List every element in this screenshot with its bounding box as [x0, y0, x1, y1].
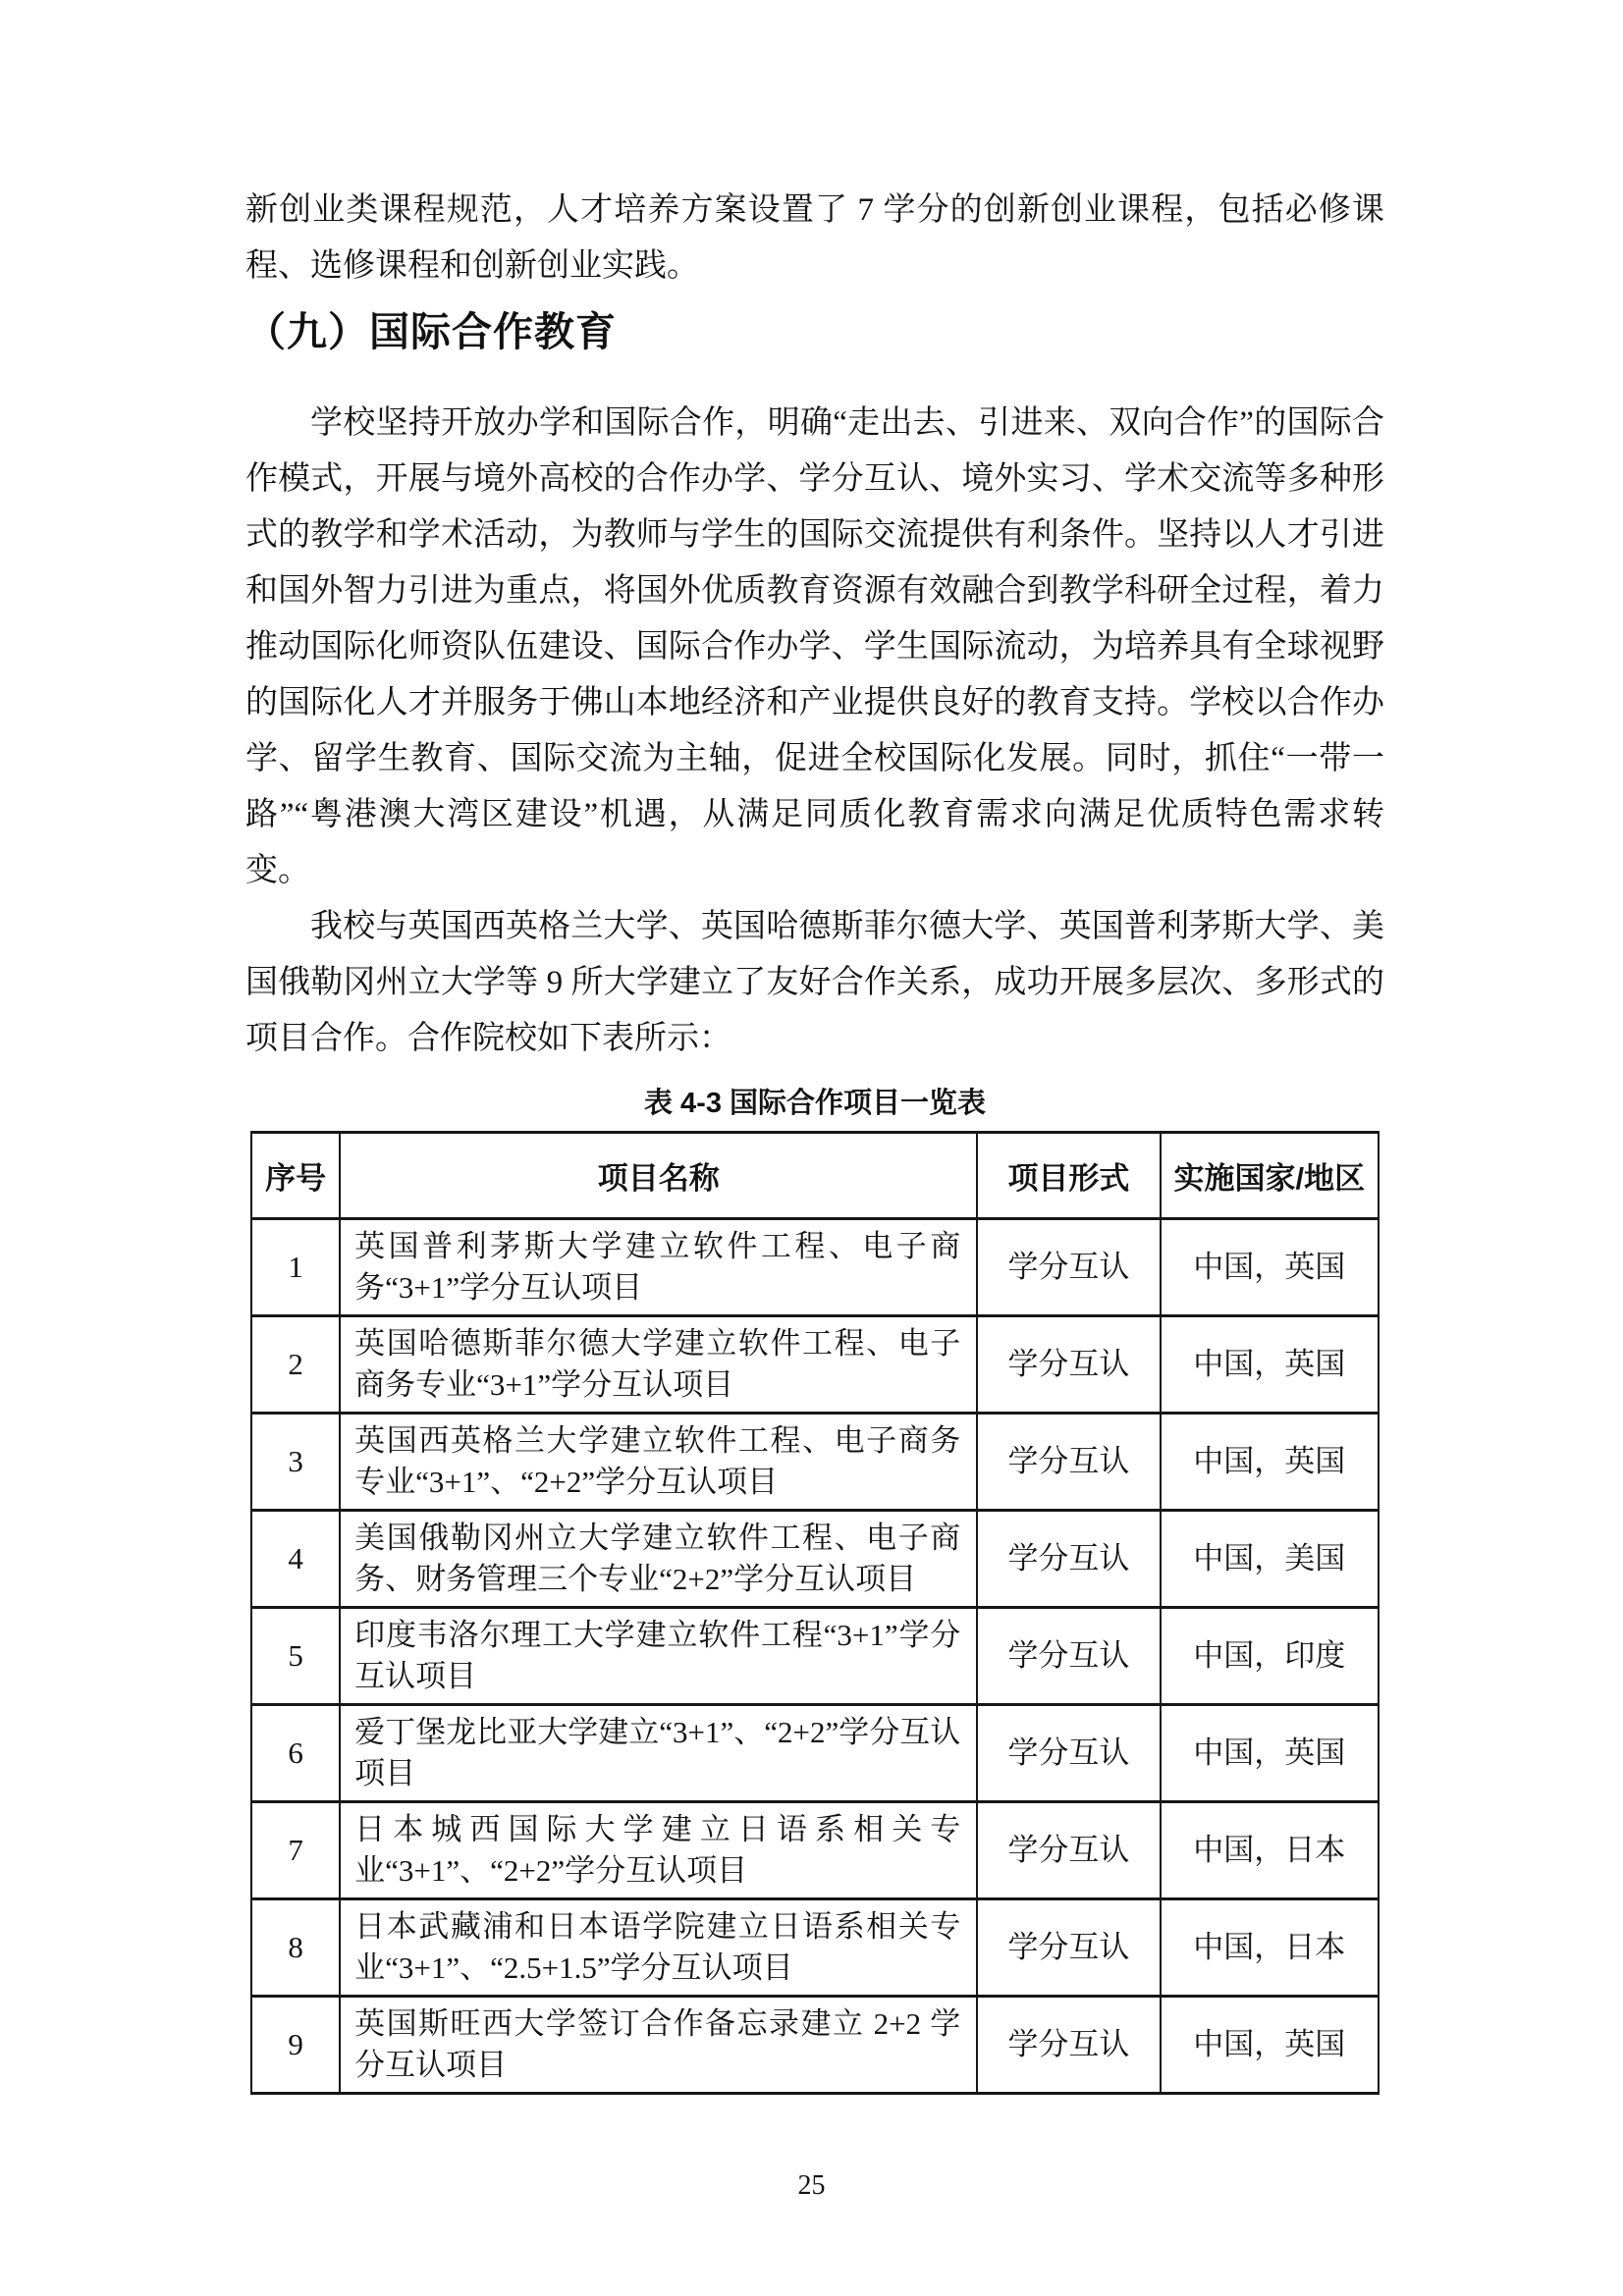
- cell-project-name: 英国哈德斯菲尔德大学建立软件工程、电子商务专业“3+1”学分互认项目: [340, 1316, 977, 1414]
- cell-project-name: 爱丁堡龙比亚大学建立“3+1”、“2+2”学分互认项目: [340, 1705, 977, 1802]
- table-row: [251, 1219, 1379, 1316]
- cell-implementing-region: 中国，美国: [1161, 1511, 1379, 1608]
- paragraph-partner-universities: 我校与英国西英格兰大学、英国哈德斯菲尔德大学、英国普利茅斯大学、美国俄勒冈州立大学等 9 所大学建立了友好合作关系，成功开展多层次、多形式的项目合作。合作院校如下表所示：: [245, 909, 1384, 1057]
- cell-project-form: 学分互认: [977, 1997, 1160, 2094]
- table-row: [251, 1997, 1379, 2094]
- cell-project-name: 日本城西国际大学建立日语系相关专业“3+1”、“2+2”学分互认项目: [340, 1802, 977, 1899]
- row-number: 7: [251, 1802, 340, 1899]
- cell-project-form: 学分互认: [977, 1316, 1160, 1414]
- cell-project-name: 英国西英格兰大学建立软件工程、电子商务专业“3+1”、“2+2”学分互认项目: [340, 1414, 977, 1511]
- table-row: [251, 1316, 1379, 1414]
- row-number: 9: [251, 1997, 340, 2094]
- table-row: [251, 1802, 1379, 1899]
- cell-project-name: 印度韦洛尔理工大学建立软件工程“3+1”学分互认项目: [340, 1608, 977, 1705]
- row-number: 6: [251, 1705, 340, 1802]
- cell-implementing-region: 中国，日本: [1161, 1802, 1379, 1899]
- cell-implementing-region: 中国，英国: [1161, 1219, 1379, 1316]
- cell-project-name: 日本武藏浦和日本语学院建立日语系相关专业“3+1”、“2.5+1.5”学分互认项目: [340, 1899, 977, 1997]
- cell-project-form: 学分互认: [977, 1414, 1160, 1511]
- header-implementing-region: 实施国家/地区: [1161, 1133, 1379, 1219]
- cell-implementing-region: 中国，印度: [1161, 1608, 1379, 1705]
- cell-project-form: 学分互认: [977, 1219, 1160, 1316]
- row-number: 3: [251, 1414, 340, 1511]
- cell-implementing-region: 中国，英国: [1161, 1414, 1379, 1511]
- cell-implementing-region: 中国，英国: [1161, 1997, 1379, 2094]
- table-row: [251, 1511, 1379, 1608]
- cell-project-form: 学分互认: [977, 1608, 1160, 1705]
- table-head: [251, 1133, 1379, 1219]
- cell-project-name: 英国普利茅斯大学建立软件工程、电子商务“3+1”学分互认项目: [340, 1219, 977, 1316]
- table-row: [251, 1414, 1379, 1511]
- cell-project-form: 学分互认: [977, 1899, 1160, 1997]
- header-seq-number: 序号: [251, 1133, 340, 1219]
- cooperation-table-body: [251, 1219, 1379, 2094]
- table-row: [251, 1899, 1379, 1997]
- cell-project-form: 学分互认: [977, 1705, 1160, 1802]
- row-number: 5: [251, 1608, 340, 1705]
- cell-implementing-region: 中国，英国: [1161, 1316, 1379, 1414]
- table-row: [251, 1705, 1379, 1802]
- cell-project-form: 学分互认: [977, 1802, 1160, 1899]
- cell-project-name: 美国俄勒冈州立大学建立软件工程、电子商务、财务管理三个专业“2+2”学分互认项目: [340, 1511, 977, 1608]
- section-heading: （九）国际合作教育: [245, 309, 617, 354]
- header-project-name: 项目名称: [340, 1133, 977, 1219]
- row-number: 8: [251, 1899, 340, 1997]
- cell-implementing-region: 中国，英国: [1161, 1705, 1379, 1802]
- row-number: 1: [251, 1219, 340, 1316]
- page-number: 25: [797, 2170, 826, 2201]
- table-row: [251, 1608, 1379, 1705]
- row-number: 4: [251, 1511, 340, 1608]
- intro-paragraph: 新创业类课程规范，人才培养方案设置了 7 学分的创新创业课程，包括必修课程、选修课程和创新创业实践。: [245, 192, 1384, 284]
- cell-implementing-region: 中国，日本: [1161, 1899, 1379, 1997]
- cell-project-form: 学分互认: [977, 1511, 1160, 1608]
- paragraph-international-cooperation: 学校坚持开放办学和国际合作，明确“走出去、引进来、双向合作”的国际合作模式，开展与境外高校的合作办学、学分互认、境外实习、学术交流等多种形式的教学和学术活动，为教师与学生的国际交流提供有利条件。坚持以人才引进和国外智力引进为重点，将国外优质教育资源有效融合到教学科研全过程，着力推动国际化师资队伍建设、国际合作办学、学生国际流动，为培养具有全球视野的国际化人才并服务于佛山本地经济和产业提供良好的教育支持。学校以合作办学、留学生教育、国际交流为主轴，促进全校国际化发展。同时，抓住“一带一路”“粤港澳大湾区建设”机遇，从满足同质化教育需求向满足优质特色需求转变。: [245, 405, 1384, 889]
- header-project-form: 项目形式: [977, 1133, 1160, 1219]
- table-caption: 表 4-3 国际合作项目一览表: [643, 1088, 987, 1120]
- table-header-row: [251, 1133, 1379, 1219]
- cooperation-projects-table: [250, 1131, 1380, 2095]
- cell-project-name: 英国斯旺西大学签订合作备忘录建立 2+2 学分互认项目: [340, 1997, 977, 2094]
- row-number: 2: [251, 1316, 340, 1414]
